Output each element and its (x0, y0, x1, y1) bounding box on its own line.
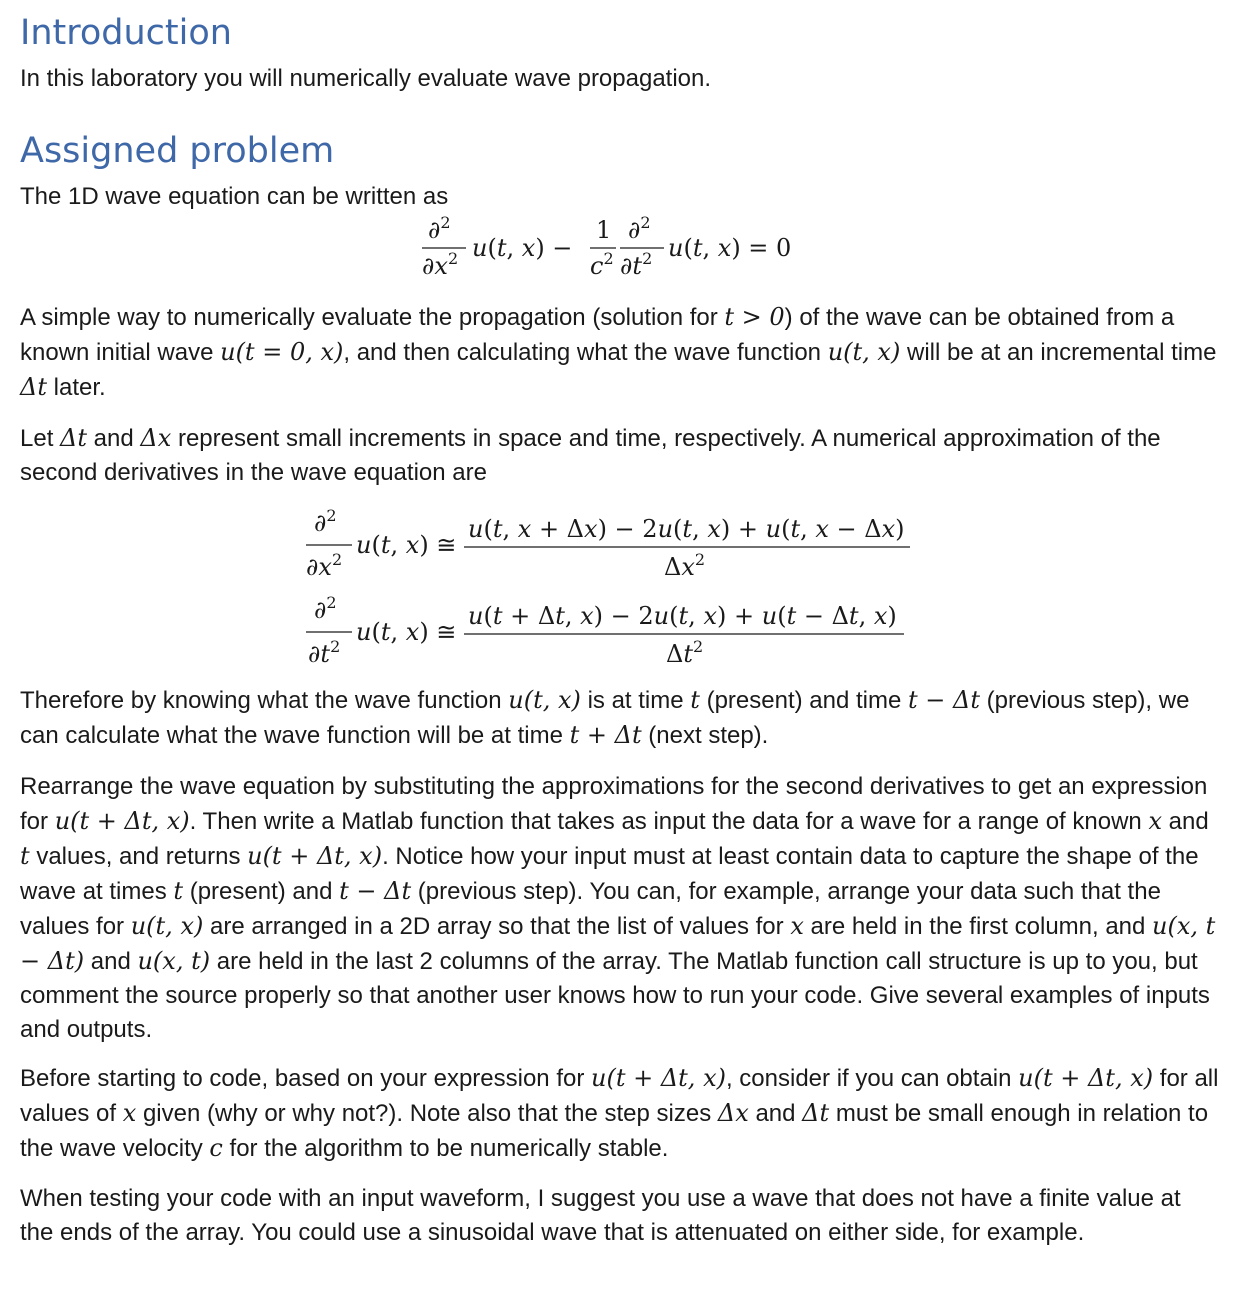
p5-c: . Then write a Matlab function that takes as input the data for a wave for a range of known (189, 808, 1149, 835)
equation-dx-approx (300, 505, 920, 585)
svg-text:1: 1 (596, 216, 612, 244)
p6-b: u(t + Δt, x) (591, 1064, 726, 1092)
svg-text:∂2: ∂$^2$ (314, 593, 337, 624)
p5-r: u(x, t − Δt) (20, 912, 1216, 975)
p6-a: Before starting to code, based on your expression for (20, 1065, 591, 1092)
svg-text:u(t, x) ≅: u(t, x) ≅ (356, 531, 457, 559)
svg-text:u(t + Δt, x) − 2u(t, x) + u(t: u(t + Δt, x) − 2u(t, x) + u(t − Δt, x) (468, 602, 897, 630)
p5-d: x (1148, 807, 1162, 835)
svg-text:∂t2: $\partial t^2$ (620, 249, 653, 280)
p5-o: are arranged in a 2D array so that the list of values for (203, 913, 791, 940)
paragraph-testing: When testing your code with an input waveform, I suggest you use a wave that does not have a finite value at the ends of the array. You could use a sinusoidal wave that is attenuated on either side, for example. (20, 1185, 1181, 1246)
introduction-text: In this laboratory you will numerically evaluate wave propagation. (20, 65, 712, 92)
p4-g: (previous step), we can calculate what the wave function will be at time (20, 687, 1190, 749)
p2-c: ) of the wave can be obtained from a known initial wave (20, 304, 1175, 366)
svg-text:∂x2: $\partial x^2$ (422, 249, 459, 280)
p3-b: Δt (60, 424, 88, 452)
p2-a: A simple way to numerically evaluate the propagation (solution for (20, 304, 725, 331)
p5-l: t − Δt (339, 877, 412, 905)
p3-a: Let (20, 425, 61, 452)
svg-text:∂2: ∂$^2$ (428, 213, 451, 244)
p5-s: and (84, 948, 138, 975)
svg-text:Δx2: $\Delta x^2$ (664, 550, 706, 581)
p5-u: are held in the last 2 columns of the array. The Matlab function call structure is up to you, but comment the source properly so that another user knows how to run your code. Give several examples of inputs and outputs. (20, 948, 1210, 1043)
wave-equation-intro: The 1D wave equation can be written as (20, 183, 449, 210)
p4-h: t + Δt (569, 721, 642, 749)
svg-text:∂2: ∂$^2$ (314, 506, 337, 537)
p5-m: (previous step). You can, for example, arrange your data such that the values for (20, 878, 1161, 940)
p5-j: t (173, 877, 184, 905)
p5-n: u(t, x) (130, 912, 204, 940)
paragraph-rearrange (20, 770, 1220, 1047)
p5-b: u(t + Δt, x) (54, 807, 190, 835)
p6-e: for all values of (20, 1065, 1219, 1127)
p4-a: Therefore by knowing what the wave function (20, 687, 509, 714)
p3-e: represent small increments in space and time, respectively. A numerical approximation of the second derivatives in the wave equation are (20, 425, 1161, 486)
p5-e: and (1161, 808, 1209, 835)
p4-d: t (690, 686, 700, 714)
p4-b: u(t, x) (508, 686, 581, 714)
p2-h: Δt (20, 373, 47, 401)
p6-c: , consider if you can obtain (725, 1065, 1019, 1092)
assigned-problem-heading: Assigned problem (20, 131, 335, 171)
p6-h: Δx (717, 1099, 749, 1127)
p5-h: u(t + Δt, x) (247, 842, 383, 870)
introduction-heading: Introduction (20, 13, 232, 53)
p6-i: and (748, 1100, 803, 1127)
paragraph-increments (20, 421, 1220, 490)
p2-b: t > 0 (724, 303, 785, 331)
p2-e: , and then calculating what the wave function (343, 339, 828, 366)
equation-dt-approx (300, 592, 920, 672)
p6-g: given (why or why not?). Note also that the step sizes (136, 1100, 718, 1127)
p4-i: (next step). (641, 722, 769, 749)
p4-c: is at time (580, 687, 691, 714)
p5-p: x (790, 912, 804, 940)
p4-f: t − Δt (908, 686, 981, 714)
p6-k: must be small enough in relation to the wave velocity (20, 1100, 1209, 1162)
svg-text:∂2: ∂$^2$ (628, 213, 651, 244)
p5-f: t (20, 842, 30, 870)
paragraph-propagation (20, 300, 1220, 405)
svg-text:Δt2: $\Delta t^2$ (666, 637, 704, 668)
svg-text:u(t, x) −: u(t, x) − (472, 234, 573, 262)
p2-d: u(t = 0, x) (220, 338, 344, 366)
p4-e: (present) and time (699, 687, 909, 714)
svg-text:∂x2: $\partial x^2$ (306, 550, 343, 581)
p5-k: (present) and (183, 878, 340, 905)
svg-text:∂t2: $\partial t^2$ (308, 637, 341, 668)
svg-text:u(t, x + Δx) − 2u(t, x) + u(t,: u(t, x + Δx) − 2u(t, x) + u(t, x − Δx) (468, 515, 905, 543)
paragraph-before-coding (20, 1061, 1220, 1166)
svg-text:c2: $c^2$ (590, 249, 614, 280)
p2-i: later. (46, 374, 106, 401)
p6-m: for the algorithm to be numerically stable. (222, 1135, 669, 1162)
p2-g: will be at an incremental time (900, 339, 1217, 366)
p6-l: c (209, 1134, 223, 1162)
p5-a: Rearrange the wave equation by substituting the approximations for the second derivatives to get an expression for (20, 773, 1208, 835)
paragraph-therefore (20, 683, 1220, 753)
wave-equation (420, 212, 800, 282)
p5-q: are held in the first column, and (803, 913, 1153, 940)
p6-f: x (122, 1099, 137, 1127)
p3-d: Δx (140, 424, 172, 452)
p2-f: u(t, x) (827, 338, 901, 366)
p6-d: u(t + Δt, x) (1018, 1064, 1154, 1092)
p5-g: values, and returns (29, 843, 248, 870)
p5-t: u(x, t) (137, 947, 211, 975)
p5-i: . Notice how your input must at least contain data to capture the shape of the wave at times (20, 843, 1199, 905)
svg-text:u(t, x) = 0: u(t, x) = 0 (668, 234, 792, 262)
svg-text:u(t, x) ≅: u(t, x) ≅ (356, 618, 457, 646)
p3-c: and (87, 425, 141, 452)
p6-j: Δt (802, 1099, 830, 1127)
